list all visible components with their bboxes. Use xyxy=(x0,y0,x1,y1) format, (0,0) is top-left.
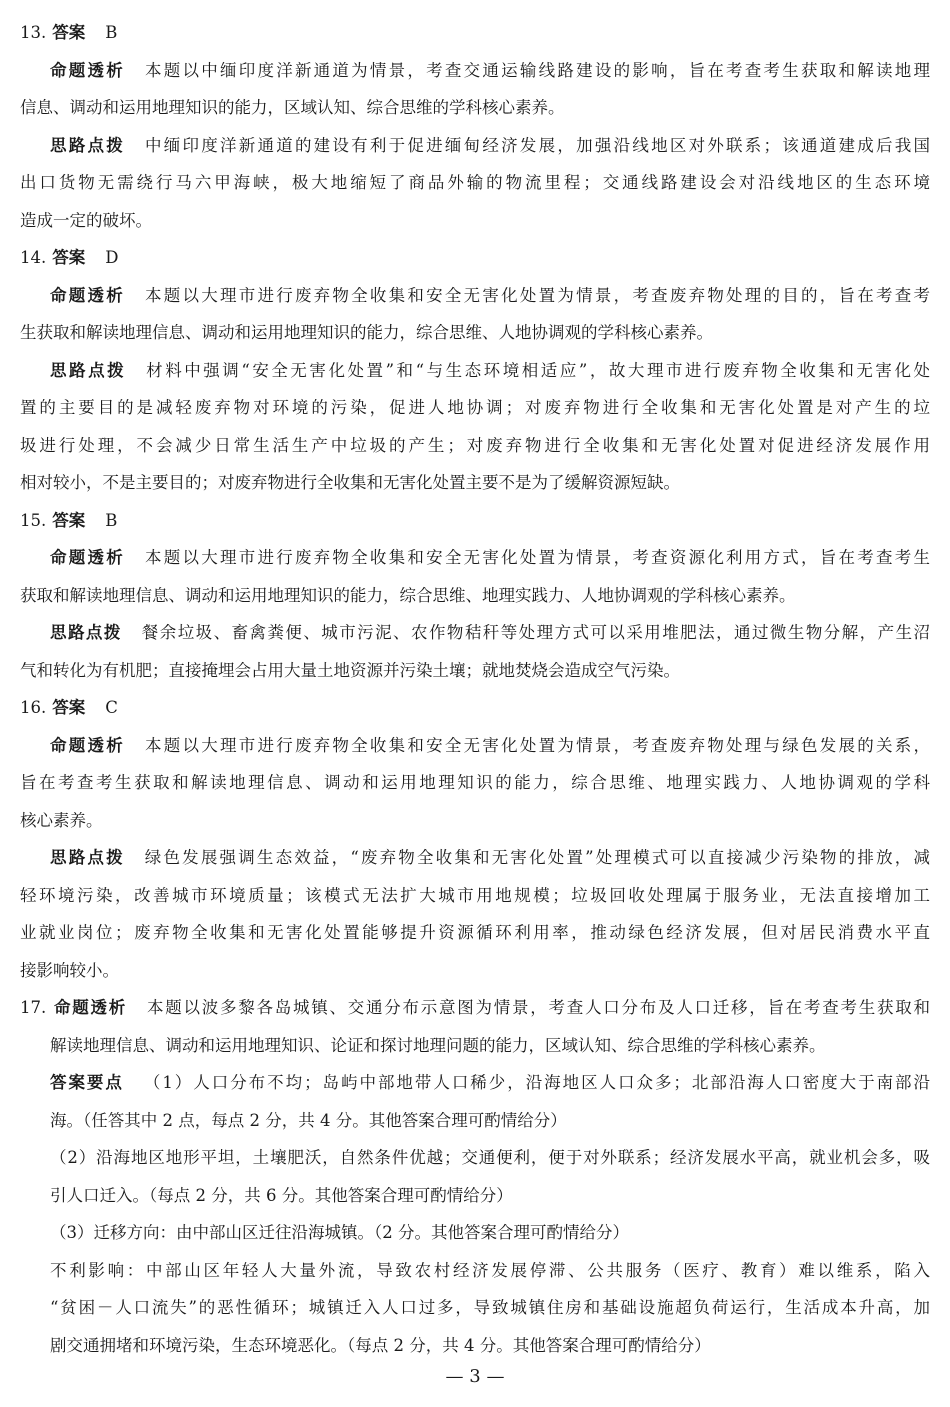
key-points-label: 答案要点 xyxy=(50,1073,124,1092)
paragraph-text: 本题以中缅印度洋新通道为情景，考查交通运输线路建设的影响，旨在考查考生获取和解读地理 xyxy=(144,60,930,80)
q13-analysis-line xyxy=(20,52,930,90)
q13-answer-line xyxy=(20,14,930,52)
q16-analysis-line: 旨在考查考生获取和解读地理信息、调动和运用地理知识的能力，综合思维、地理实践力、人地协调观的学科 xyxy=(20,773,930,792)
q14-analysis-line: 生获取和解读地理信息、调动和运用地理知识的能力，综合思维、人地协调观的学科核心素养。 xyxy=(20,323,713,342)
q14-answer-line xyxy=(20,239,930,277)
question-number: 17. xyxy=(20,998,47,1017)
q14-hint-line xyxy=(20,352,930,390)
paragraph-text: 本题以大理市进行废弃物全收集和安全无害化处置为情景，考查资源化利用方式，旨在考查考生 xyxy=(144,548,930,567)
q15-hint-line: 气和转化为有机肥；直接掩埋会占用大量土地资源并污染土壤；就地焚烧会造成空气污染。 xyxy=(20,660,680,680)
paragraph-text: （1）人口分布不均；岛屿中部地带人口稀少，沿海地区人口众多；北部沿海人口密度大于南部沿 xyxy=(143,1073,930,1092)
answer-label: 答案 xyxy=(52,248,86,267)
q16-analysis-line: 核心素养。 xyxy=(20,810,103,830)
paragraph-text: 材料中强调“安全无害化处置”和“与生态环境相适应”，故大理市进行废弃物全收集和无害化处 xyxy=(146,360,930,380)
q17-key-line: 海。（任答其中 2 点，每点 2 分，共 4 分。其他答案合理可酌情给分） xyxy=(50,1110,567,1130)
q16-hint-line: 接影响较小。 xyxy=(20,960,119,980)
answer-label: 答案 xyxy=(52,23,86,42)
question-number: 13. xyxy=(20,23,47,42)
q15-analysis-line xyxy=(20,539,930,577)
answer-label: 答案 xyxy=(52,698,86,717)
q14-hint-line: 置的主要目的是减轻废弃物对环境的污染，促进人地协调；对废弃物进行全收集和无害化处置是对产生的垃 xyxy=(20,398,930,417)
q17-key-line: 剧交通拥堵和环境污染，生态环境恶化。（每点 2 分，共 4 分。其他答案合理可酌情给分） xyxy=(50,1335,711,1355)
q16-answer-line xyxy=(20,689,930,727)
paragraph-text: 绿色发展强调生态效益，“废弃物全收集和无害化处置”处理模式可以直接减少污染物的排放，减 xyxy=(144,848,930,867)
question-number: 14. xyxy=(20,248,47,267)
paragraph-text: 本题以波多黎各岛城镇、交通分布示意图为情景，考查人口分布及人口迁移，旨在考查考生获取和 xyxy=(147,998,930,1017)
q13-hint-line: 出口货物无需绕行马六甲海峡，极大地缩短了商品外输的物流里程；交通线路建设会对沿线地区的生态环境 xyxy=(20,173,930,192)
q16-hint-line xyxy=(20,839,930,877)
question-number: 15. xyxy=(20,510,47,530)
q15-analysis-line: 获取和解读地理信息、调动和运用地理知识的能力，综合思维、地理实践力、人地协调观的学科核心素养。 xyxy=(20,585,796,605)
q16-hint-line: 轻环境污染，改善城市环境质量；该模式无法扩大城市用地规模；垃圾回收处理属于服务业，无法直接增加工 xyxy=(20,885,930,905)
q15-hint-line xyxy=(20,614,930,652)
q16-analysis-line xyxy=(20,727,930,765)
q14-hint-line: 相对较小，不是主要目的；对废弃物进行全收集和无害化处置主要不是为了缓解资源短缺。 xyxy=(20,473,680,492)
hint-label: 思路点拨 xyxy=(50,848,125,867)
analysis-label: 命题透析 xyxy=(50,285,125,305)
q13-analysis-line: 信息、调动和运用地理知识的能力，区域认知、综合思维的学科核心素养。 xyxy=(20,98,565,117)
q17-key-line: 引人口迁入。（每点 2 分，共 6 分。其他答案合理可酌情给分） xyxy=(50,1185,513,1205)
answer-value: D xyxy=(105,248,119,267)
q16-hint-line: 业就业岗位；废弃物全收集和无害化处置能够提升资源循环利用率，推动绿色经济发展，但对居民消费水平直 xyxy=(20,923,930,942)
q17-key-line: 不利影响：中部山区年轻人大量外流，导致农村经济发展停滞、公共服务（医疗、教育）难以维系，陷入 xyxy=(50,1260,930,1280)
q15-answer-line xyxy=(20,502,930,540)
page-number: — 3 — xyxy=(445,1366,505,1387)
hint-label: 思路点拨 xyxy=(50,623,122,642)
q17-analysis-line: 解读地理信息、调动和运用地理知识、论证和探讨地理问题的能力，区域认知、综合思维的学科核心素养。 xyxy=(50,1035,826,1055)
hint-label: 思路点拨 xyxy=(50,360,127,380)
q17-key-line xyxy=(20,1064,930,1102)
paragraph-text: 餐余垃圾、畜禽粪便、城市污泥、农作物秸秆等处理方式可以采用堆肥法，通过微生物分解，产生沼 xyxy=(141,623,930,642)
analysis-label: 命题透析 xyxy=(50,60,125,80)
q14-analysis-line xyxy=(20,277,930,315)
answer-value: B xyxy=(105,510,118,530)
q17-analysis-line xyxy=(20,989,930,1027)
question-number: 16. xyxy=(20,698,47,717)
answer-value: C xyxy=(105,698,118,717)
analysis-label: 命题透析 xyxy=(50,548,125,567)
answer-label: 答案 xyxy=(52,510,86,530)
q13-hint-line: 造成一定的破坏。 xyxy=(20,210,152,230)
q17-key-line: （2）沿海地区地形平坦，土壤肥沃，自然条件优越；交通便利，便于对外联系；经济发展水平高，就业机会多，吸 xyxy=(50,1148,930,1167)
q13-hint-line xyxy=(20,127,930,165)
q17-key-line: “贫困－人口流失”的恶性循环；城镇迁入人口过多，导致城镇住房和基础设施超负荷运行，生活成本升高，加 xyxy=(50,1298,930,1317)
analysis-label: 命题透析 xyxy=(52,998,127,1017)
q14-hint-line: 圾进行处理，不会减少日常生活生产中垃圾的产生；对废弃物进行全收集和无害化处置对促进经济发展作用 xyxy=(20,435,930,455)
answer-value: B xyxy=(105,23,118,42)
paragraph-text: 本题以大理市进行废弃物全收集和安全无害化处置为情景，考查废弃物处理的目的，旨在考查考 xyxy=(144,285,930,305)
paragraph-text: 中缅印度洋新通道的建设有利于促进缅甸经济发展，加强沿线地区对外联系；该通道建成后我国 xyxy=(144,135,930,155)
analysis-label: 命题透析 xyxy=(50,735,125,755)
q17-key-line: （3）迁移方向：由中部山区迁往沿海城镇。（2 分。其他答案合理可酌情给分） xyxy=(50,1223,629,1242)
paragraph-text: 本题以大理市进行废弃物全收集和安全无害化处置为情景，考查废弃物处理与绿色发展的关系， xyxy=(144,735,930,755)
hint-label: 思路点拨 xyxy=(50,135,125,155)
